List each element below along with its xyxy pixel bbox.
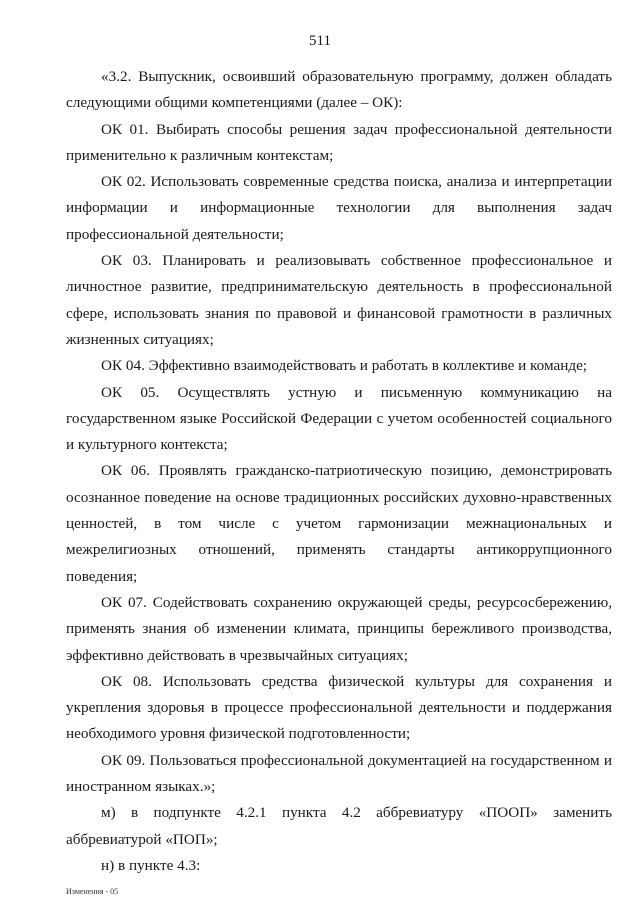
paragraph-ok-02: ОК 02. Использовать современные средства поиска, анализа и интерпретации информации и информационные технологии для выполнения задач профессиональной деятельности;: [66, 173, 612, 243]
paragraph-ok-04: ОК 04. Эффективно взаимодействовать и работать в коллективе и команде;: [101, 357, 588, 375]
paragraph-ok-03: ОК 03. Планировать и реализовывать собственное профессиональное и личностное развитие, предпринимательскую деятельность в профессиональной сфере, использовать знания по правовой и финансовой грамотности в различных жизненных ситуациях;: [66, 252, 612, 348]
paragraph-ok-05: ОК 05. Осуществлять устную и письменную коммуникацию на государственном языке Российской Федерации с учетом особенностей социального и культурного контекста;: [66, 383, 612, 454]
paragraph-ok-08: ОК 08. Использовать средства физической культуры для сохранения и укрепления здоровья в процессе профессиональной деятельности и поддержания необходимого уровня физической подготовленности;: [66, 672, 612, 743]
paragraph-item-n: н) в пункте 4.3:: [101, 856, 201, 874]
paragraph-intro: «3.2. Выпускник, освоивший образовательную программу, должен обладать следующими общими компетенциями (далее – ОК):: [66, 68, 612, 112]
paragraph-ok-09: ОК 09. Пользоваться профессиональной документацией на государственном и иностранном языках.»;: [66, 751, 612, 796]
footer-note: Изменения - 05: [66, 887, 119, 896]
paragraph-ok-01: ОК 01. Выбирать способы решения задач профессиональной деятельности применительно к различным контекстам;: [66, 120, 612, 164]
page-number: 511: [309, 33, 331, 49]
paragraph-item-m: м) в подпункте 4.2.1 пункта 4.2 аббревиатуру «ПООП» заменить аббревиатурой «ПОП»;: [66, 804, 612, 848]
document-body: [66, 64, 612, 879]
paragraph-ok-07: ОК 07. Содействовать сохранению окружающей среды, ресурсосбережению, применять знания об изменении климата, принципы бережливого производства, эффективно действовать в чрезвычайных ситуациях;: [66, 593, 612, 664]
paragraph-ok-06: ОК 06. Проявлять гражданско-патриотическую позицию, демонстрировать осознанное поведение на основе традиционных российских духовно-нравственных ценностей, в том числе с учетом гармонизации межнациональных и межрелигиозных отношений, применять стандарты антикоррупционного поведения;: [66, 462, 612, 585]
